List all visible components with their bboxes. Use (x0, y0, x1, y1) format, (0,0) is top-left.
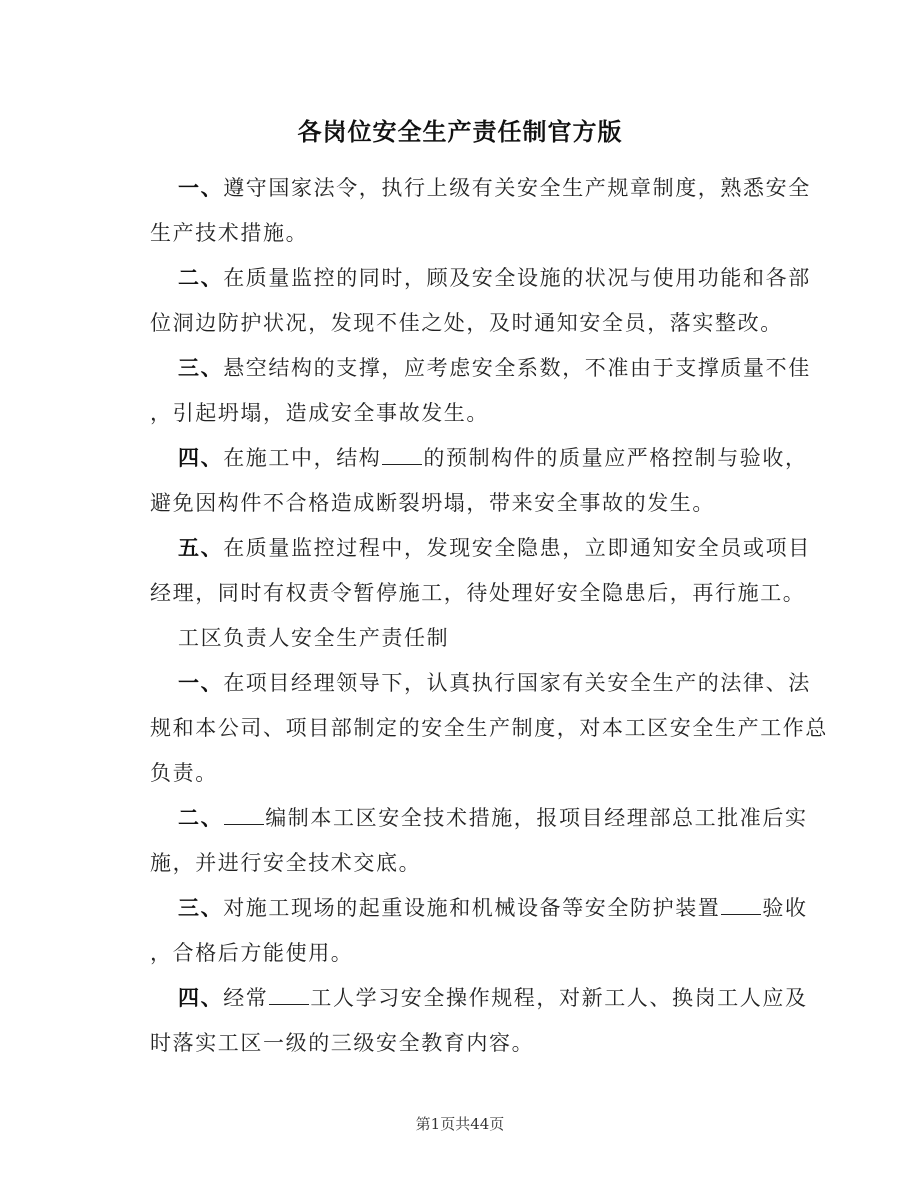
paragraph-text: 悬空结构的支撑，应考虑安全系数，不准由于支撑质量不佳 (223, 356, 811, 380)
section-paragraph-2-line-1 (178, 802, 808, 832)
fill-in-blank (224, 806, 264, 825)
fill-in-blank (269, 986, 309, 1005)
paragraph-2-line-2: 位洞边防护状况，发现不佳之处，及时通知安全员，落实整改。 (150, 311, 783, 335)
section-paragraph-1-line-3: 负责。 (150, 761, 218, 785)
paragraph-3-line-2: ，引起坍塌，造成安全事故发生。 (150, 401, 489, 425)
fill-in-blank (382, 446, 422, 465)
paragraph-label: 一、 (178, 670, 224, 695)
paragraph-1-line-1 (178, 172, 811, 202)
paragraph-label: 一、 (178, 175, 224, 200)
paragraph-label: 二、 (178, 265, 224, 290)
paragraph-text: 在项目经理领导下，认真执行国家有关安全生产的法律、法 (223, 671, 811, 695)
section-heading: 工区负责人安全生产责任制 (178, 626, 450, 650)
page-number-footer: 第1页共44页 (415, 1115, 505, 1133)
paragraph-label: 二、 (178, 805, 224, 830)
paragraph-text: 对施工现场的起重设施和机械设备等安全防护装置 (223, 896, 721, 920)
paragraph-label: 三、 (178, 355, 224, 380)
paragraph-text: 在质量监控过程中，发现安全隐患，立即通知安全员或项目 (223, 536, 811, 560)
section-paragraph-4-line-2: 时落实工区一级的三级安全教育内容。 (150, 1031, 535, 1055)
paragraph-3-line-1 (178, 352, 811, 382)
section-paragraph-1-line-1 (178, 667, 811, 697)
paragraph-label: 五、 (178, 535, 224, 560)
section-paragraph-3-line-2: ，合格后方能使用。 (150, 941, 354, 965)
paragraph-text: 的预制构件的质量应严格控制与验收， (423, 446, 808, 470)
paragraph-4-line-2: 避免因构件不合格造成断裂坍塌，带来安全事故的发生。 (150, 491, 715, 515)
page-title: 各岗位安全生产责任制官方版 (297, 117, 623, 146)
paragraph-text: 在施工中，结构 (223, 446, 382, 470)
paragraph-text: 验收 (762, 896, 808, 920)
paragraph-label: 四、 (178, 445, 224, 470)
paragraph-1-line-2: 生产技术措施。 (150, 221, 309, 245)
paragraph-label: 三、 (178, 895, 224, 920)
paragraph-5-line-2: 经理，同时有权责令暂停施工，待处理好安全隐患后，再行施工。 (150, 581, 806, 605)
section-paragraph-2-line-2: 施，并进行安全技术交底。 (150, 851, 422, 875)
paragraph-text: 编制本工区安全技术措施，报项目经理部总工批准后实 (265, 806, 808, 830)
paragraph-text: 在质量监控的同时，顾及安全设施的状况与使用功能和各部 (223, 266, 811, 290)
paragraph-text: 工人学习安全操作规程，对新工人、换岗工人应及 (310, 986, 808, 1010)
paragraph-text: 遵守国家法令，执行上级有关安全生产规章制度，熟悉安全 (223, 176, 811, 200)
paragraph-4-line-1 (178, 442, 808, 472)
paragraph-text: 经常 (223, 986, 269, 1010)
fill-in-blank (721, 896, 761, 915)
section-paragraph-3-line-1 (178, 892, 808, 922)
paragraph-5-line-1 (178, 532, 811, 562)
section-paragraph-4-line-1 (178, 982, 808, 1012)
paragraph-label: 四、 (178, 985, 224, 1010)
section-paragraph-1-line-2: 规和本公司、项目部制定的安全生产制度，对本工区安全生产工作总 (150, 716, 828, 740)
paragraph-2-line-1 (178, 262, 811, 292)
